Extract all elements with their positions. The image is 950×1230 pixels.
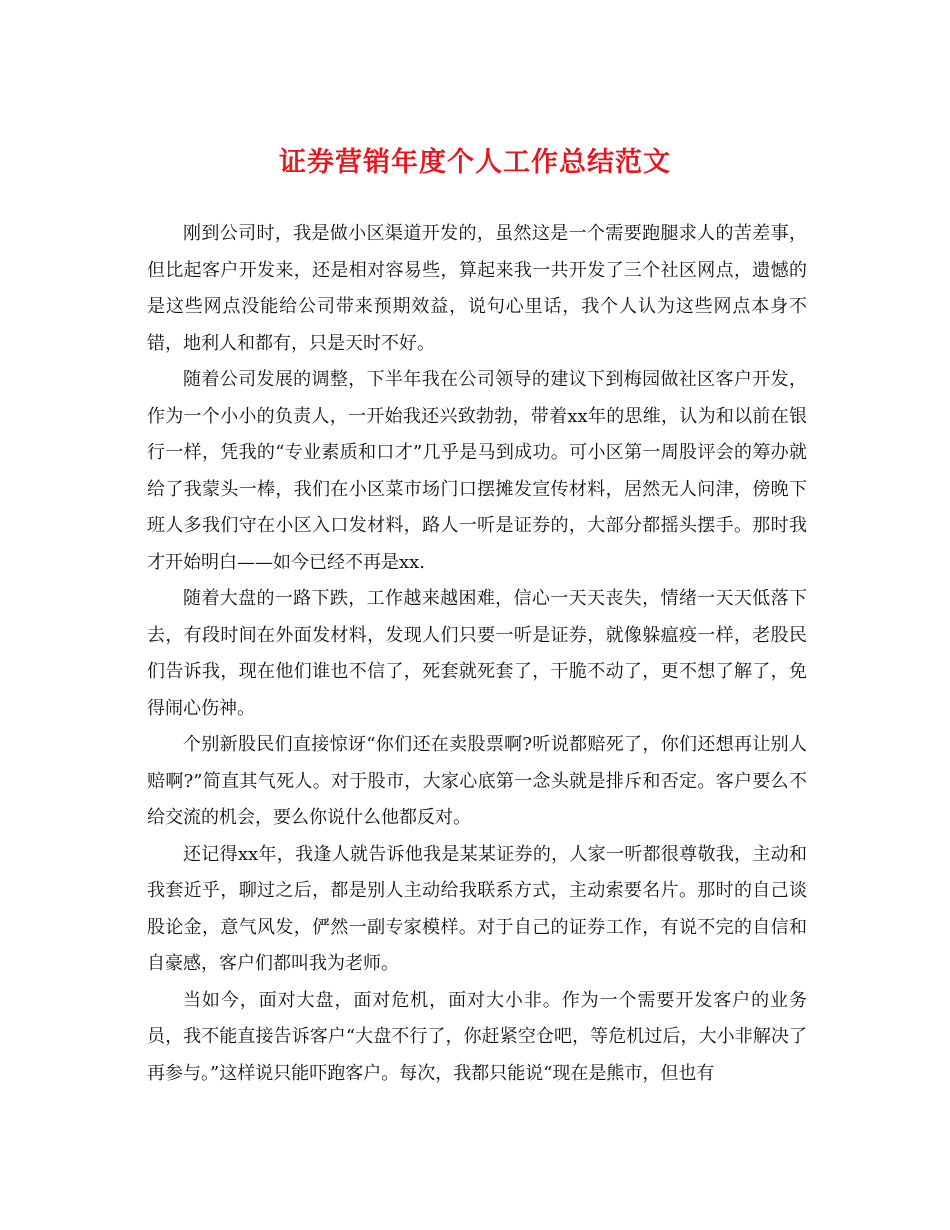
paragraph: 当如今，面对大盘，面对危机，面对大小非。作为一个需要开发客户的业务员，我不能直接告诉客户“大盘不行了，你赶紧空仓吧，等危机过后，大小非解决了再参与。”这样说只能吓跑客户。每次，我都只能说“现在是熊市，但也有: [147, 989, 807, 1084]
paragraph: 刚到公司时，我是做小区渠道开发的，虽然这是一个需要跑腿求人的苦差事，但比起客户开发来，还是相对容易些，算起来我一共开发了三个社区网点，遗憾的是这些网点没能给公司带来预期效益，说句心里话，我个人认为这些网点本身不错，地利人和都有，只是天时不好。: [147, 223, 807, 354]
paragraph: 个别新股民们直接惊讶“你们还在卖股票啊?听说都赔死了，你们还想再让别人赔啊?”简直其气死人。对于股市，大家心底第一念头就是排斥和否定。客户要么不给交流的机会，要么你说什么他都反对。: [147, 734, 807, 828]
paragraph: 随着公司发展的调整，下半年我在公司领导的建议下到梅园做社区客户开发，作为一个小小的负责人，一开始我还兴致勃勃，带着xx年的思维，认为和以前在银行一样，凭我的“专业素质和口才”几乎是马到成功。可小区第一周股评会的筹办就给了我蒙头一棒，我们在小区菜市场门口摆摊发宣传材料，居然无人问津，傍晚下班人多我们守在小区入口发材料，路人一听是证券的，大部分都摇头摆手。那时我才开始明白——如今已经不再是xx.: [147, 369, 807, 573]
paragraph: 随着大盘的一路下跌，工作越来越困难，信心一天天丧失，情绪一天天低落下去，有段时间在外面发材料，发现人们只要一听是证券，就像躲瘟疫一样，老股民们告诉我，现在他们谁也不信了，死套就死套了，干脆不动了，更不想了解了，免得闹心伤神。: [147, 588, 807, 719]
document-title: 证券营销年度个人工作总结范文: [279, 147, 671, 178]
paragraph: 还记得xx年，我逢人就告诉他我是某某证券的，人家一听都很尊敬我，主动和我套近乎，聊过之后，都是别人主动给我联系方式，主动索要名片。那时的自己谈股论金，意气风发，俨然一副专家模样。对于自己的证券工作，有说不完的自信和自豪感，客户们都叫我为老师。: [147, 843, 807, 974]
document-body: [147, 216, 807, 1092]
